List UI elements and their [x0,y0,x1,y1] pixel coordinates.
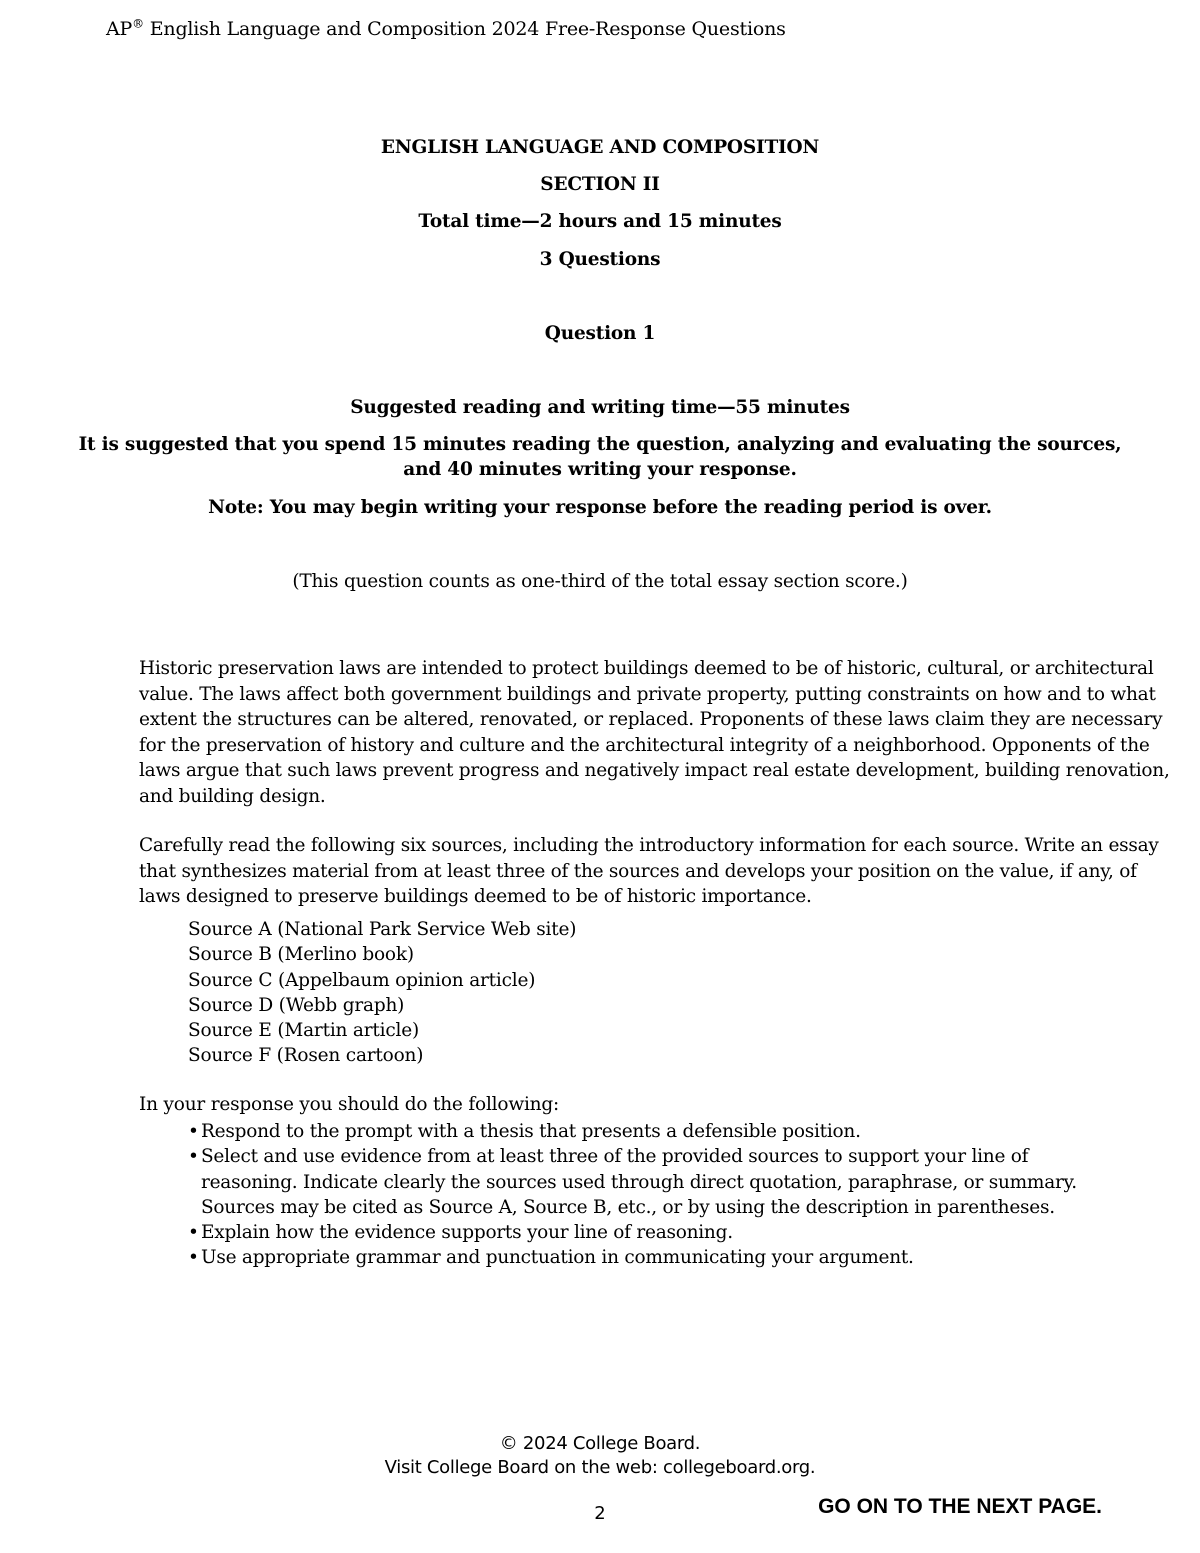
intro-line: value. The laws affect both government buildings and private property, putting constraints on how and to what [139,683,1156,705]
task-line: that synthesizes material from at least three of the sources and develops your position on the value, if any, of [139,860,1137,882]
intro-line: extent the structures can be altered, renovated, or replaced. Proponents of these laws claim they are necessary [139,709,1163,731]
instruction-item [188,1245,1077,1270]
intro-line: laws argue that such laws prevent progress and negatively impact real estate development, building renovation, [139,760,1170,782]
next-page-notice: GO ON TO THE NEXT PAGE. [818,1495,1102,1518]
reading-note: Note: You may begin writing your response before the reading period is over. [208,497,992,518]
section-title: SECTION II [540,174,660,195]
running-header [106,18,786,40]
intro-line: Historic preservation laws are intended to protect buildings deemed to be of historic, cultural, or architectural [139,658,1154,679]
bullet-icon: • [188,1146,199,1168]
instruction-line: reasoning. Indicate clearly the sources used through direct quotation, paraphrase, or summary. [201,1171,1077,1193]
question-count: 3 Questions [539,249,661,270]
course-title: ENGLISH LANGUAGE AND COMPOSITION [380,137,820,158]
source-item: Source F (Rosen cartoon) [188,1045,424,1067]
task-paragraph [139,833,1159,910]
total-time: Total time—2 hours and 15 minutes [418,211,782,232]
page-number: 2 [594,1503,606,1524]
suggested-time: Suggested reading and writing time—55 minutes [350,397,850,418]
bullet-icon: • [188,1247,199,1269]
instruction-list [188,1119,1077,1271]
source-list [188,917,576,1069]
instruction-line: Sources may be cited as Source A, Source B, etc., or by using the description in parentheses. [201,1196,1055,1218]
instruction-item [188,1144,1077,1220]
source-item: Source E (Martin article) [188,1020,419,1042]
instruction-line: Respond to the prompt with a thesis that presents a defensible position. [201,1121,861,1142]
task-line: laws designed to preserve buildings deemed to be of historic importance. [139,886,812,908]
suggestion-line-2: and 40 minutes writing your response. [403,459,797,480]
intro-line: and building design. [139,785,326,807]
instruction-item [188,1220,1077,1245]
source-item: Source A (National Park Service Web site) [188,919,577,940]
instruction-line: Use appropriate grammar and punctuation in communicating your argument. [201,1247,914,1269]
suggestion-line-1: It is suggested that you spend 15 minutes reading the question, analyzing and evaluating the sources, [78,434,1122,455]
intro-line: for the preservation of history and culture and the architectural integrity of a neighborhood. Opponents of the [139,734,1150,756]
source-item: Source D (Webb graph) [188,994,405,1016]
question-label: Question 1 [544,323,656,344]
question-weight: (This question counts as one-third of the total essay section score.) [292,571,908,592]
instructions-lead: In your response you should do the following: [139,1094,560,1115]
bullet-icon: • [188,1121,199,1142]
header-prefix: AP [106,18,133,40]
instruction-line: Select and use evidence from at least three of the provided sources to support your line of [201,1146,1029,1168]
registered-mark: ® [132,16,144,31]
instruction-item [188,1119,1077,1144]
visit-website: Visit College Board on the web: collegeboard.org. [384,1457,816,1478]
task-line: Carefully read the following six sources, including the introductory information for each source. Write an essay [139,835,1159,856]
copyright-notice: © 2024 College Board. [499,1433,701,1454]
instruction-line: Explain how the evidence supports your line of reasoning. [201,1222,733,1244]
bullet-icon: • [188,1222,199,1244]
source-item: Source B (Merlino book) [188,944,414,966]
intro-paragraph [139,656,1170,810]
source-item: Source C (Appelbaum opinion article) [188,969,536,991]
header-title: English Language and Composition 2024 Free-Response Questions [143,18,786,40]
